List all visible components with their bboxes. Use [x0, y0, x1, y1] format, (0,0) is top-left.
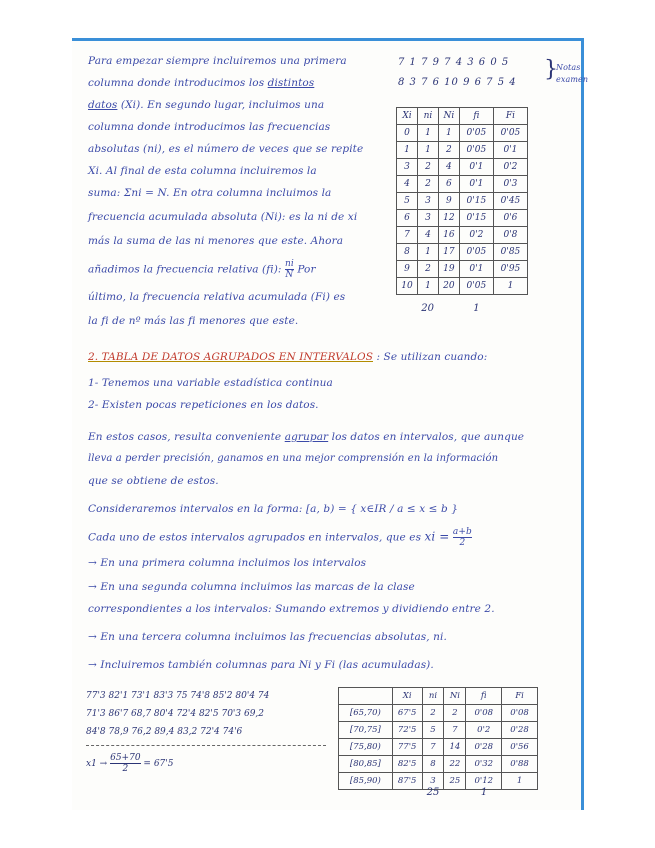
- table-cell: 16: [438, 227, 459, 244]
- raw-data-row: 71'3 86'7 68,7 80'4 72'4 82'5 70'3 69,2: [86, 709, 265, 719]
- table-totals: [396, 303, 528, 314]
- fraction-numerator: ni: [284, 259, 294, 269]
- text-line: [88, 431, 524, 443]
- table-cell: 0'56: [502, 739, 538, 756]
- text-line: más la suma de las ni menores que este. Ahora: [88, 235, 344, 247]
- table-cell: 0'05: [459, 125, 493, 142]
- table-cell: 5: [397, 193, 418, 210]
- raw-data-row: 8 3 7 6 10 9 6 7 5 4: [398, 77, 517, 88]
- column-header: Ni: [444, 688, 466, 705]
- table-cell: 0'1: [459, 261, 493, 278]
- text-line: frecuencia acumulada absoluta (Ni): es la ni de xi: [88, 211, 358, 223]
- table-cell: 0'88: [502, 756, 538, 773]
- table-cell: 0'8: [493, 227, 527, 244]
- underlined-word: distintos: [267, 77, 315, 89]
- text-line: [88, 77, 314, 89]
- table-cell: 4: [438, 159, 459, 176]
- table-cell: 3: [422, 773, 444, 790]
- table-cell: 2: [417, 159, 438, 176]
- interval-frequency-table: [338, 687, 538, 790]
- fraction-numerator: a+b: [452, 527, 472, 537]
- table-cell: 0'08: [502, 705, 538, 722]
- table-cell: [75,80): [339, 739, 393, 756]
- fraction-denominator: N: [285, 270, 294, 280]
- table-totals: [338, 787, 538, 798]
- text-fragment: Por: [297, 263, 316, 276]
- arrow-item: → En una primera columna incluimos los intervalos: [88, 557, 367, 569]
- arrow-item: → En una segunda columna incluimos las marcas de la clase: [88, 581, 415, 593]
- table-row: [397, 159, 528, 176]
- table-cell: 1: [493, 278, 527, 295]
- table-cell: 4: [417, 227, 438, 244]
- text-line: que se obtiene de estos.: [88, 475, 219, 487]
- table-cell: 7: [444, 722, 466, 739]
- table-cell: 7: [397, 227, 418, 244]
- text-line: Consideraremos intervalos en la forma: [a, b) = { x∈IR / a ≤ x ≤ b }: [88, 503, 459, 515]
- total-value: 25: [426, 787, 440, 798]
- table-cell: 0'08: [466, 705, 502, 722]
- arrow-item: correspondientes a los intervalos: Sumando extremos y dividiendo entre 2.: [88, 603, 495, 615]
- raw-data-row: 84'8 78,9 76,2 89,4 83,2 72'4 74'6: [86, 727, 243, 737]
- table-cell: [70,75]: [339, 722, 393, 739]
- text-fragment: columna donde introducimos los: [88, 77, 265, 89]
- text-line: columna donde introducimos las frecuencias: [88, 121, 331, 133]
- table-cell: 72'5: [392, 722, 422, 739]
- table-cell: 6: [438, 176, 459, 193]
- table-cell: 2: [417, 176, 438, 193]
- table-cell: 0'1: [459, 176, 493, 193]
- table-cell: 8: [422, 756, 444, 773]
- table-row: [397, 176, 528, 193]
- formula-label: x1 →: [86, 759, 108, 769]
- table-cell: 3: [397, 159, 418, 176]
- table-cell: 1: [397, 142, 418, 159]
- section-title: [88, 351, 487, 363]
- table-cell: 0'2: [466, 722, 502, 739]
- fraction-denominator: 2: [459, 538, 466, 548]
- table-cell: 2: [438, 142, 459, 159]
- table-cell: 0'3: [493, 176, 527, 193]
- table-cell: 0'6: [493, 210, 527, 227]
- table-cell: 14: [444, 739, 466, 756]
- table-cell: 9: [397, 261, 418, 278]
- table-cell: 0'28: [466, 739, 502, 756]
- table-cell: 9: [438, 193, 459, 210]
- column-header: fi: [459, 108, 493, 125]
- raw-data-row: 77'3 82'1 73'1 83'3 75 74'8 85'2 80'4 74: [86, 691, 270, 701]
- text-line: [88, 99, 324, 111]
- table-cell: 0'2: [459, 227, 493, 244]
- table-cell: 3: [417, 193, 438, 210]
- total-value: [438, 303, 459, 314]
- table-cell: 0'85: [493, 244, 527, 261]
- column-header: Xi: [397, 108, 418, 125]
- table-row: [397, 278, 528, 295]
- table-cell: 0'1: [493, 142, 527, 159]
- text-line: [88, 527, 472, 548]
- table-cell: 1: [438, 125, 459, 142]
- table-row: [397, 125, 528, 142]
- table-cell: 0'1: [459, 159, 493, 176]
- total-value: [502, 787, 538, 798]
- table-cell: 25: [444, 773, 466, 790]
- table-row: [339, 739, 538, 756]
- text-line: [88, 259, 316, 280]
- column-header: Ni: [438, 108, 459, 125]
- table-cell: 0'45: [493, 193, 527, 210]
- table-cell: 19: [438, 261, 459, 278]
- text-fragment: En estos casos, resulta conveniente: [88, 431, 282, 443]
- dashed-divider: [86, 745, 326, 746]
- notebook-page: [72, 38, 589, 810]
- table-row: [397, 261, 528, 278]
- table-cell: 67'5: [392, 705, 422, 722]
- table-cell: 1: [417, 142, 438, 159]
- table-header-row: [339, 688, 538, 705]
- fraction: [453, 527, 472, 548]
- table-cell: 0'05: [459, 278, 493, 295]
- formula-result: = 67'5: [143, 759, 174, 769]
- table-cell: 1: [502, 773, 538, 790]
- column-header: [339, 688, 393, 705]
- table-cell: 0'15: [459, 193, 493, 210]
- table-cell: 1: [417, 278, 438, 295]
- list-item: 2- Existen pocas repeticiones en los datos.: [88, 399, 319, 411]
- total-value: [444, 787, 466, 798]
- column-header: Xi: [392, 688, 422, 705]
- brace-icon: }: [544, 57, 558, 82]
- formula-label: xi =: [424, 529, 450, 544]
- table-cell: 3: [417, 210, 438, 227]
- table-row: [339, 756, 538, 773]
- table-cell: [65,70): [339, 705, 393, 722]
- table-cell: 2: [417, 261, 438, 278]
- side-note: Notas: [556, 63, 581, 72]
- side-note: examen: [556, 75, 589, 84]
- column-header: ni: [417, 108, 438, 125]
- table-cell: 2: [444, 705, 466, 722]
- table-row: [397, 227, 528, 244]
- text-line: último, la frecuencia relativa acumulada (Fi) es: [88, 291, 346, 303]
- table-cell: 0'05: [493, 125, 527, 142]
- table-row: [397, 210, 528, 227]
- table-row: [339, 722, 538, 739]
- underlined-word: agrupar: [284, 431, 329, 443]
- table-cell: 5: [422, 722, 444, 739]
- formula: [86, 753, 173, 774]
- table-cell: 6: [397, 210, 418, 227]
- text-line: absolutas (ni), es el número de veces que se repite: [88, 143, 364, 155]
- table-cell: 0'12: [466, 773, 502, 790]
- table-cell: [85,90): [339, 773, 393, 790]
- column-header: fi: [466, 688, 502, 705]
- table-row: [397, 244, 528, 261]
- fraction: [285, 259, 294, 280]
- fraction: [110, 753, 140, 774]
- total-value: [392, 787, 422, 798]
- text-fragment: añadimos la frecuencia relativa (fi):: [88, 263, 282, 276]
- text-fragment: Cada uno de estos intervalos agrupados en intervalos, que es: [88, 531, 422, 544]
- text-fragment: los datos en intervalos, que aunque: [331, 431, 525, 443]
- table-header-row: [397, 108, 528, 125]
- table-cell: 87'5: [392, 773, 422, 790]
- column-header: Fi: [502, 688, 538, 705]
- total-value: [338, 787, 392, 798]
- column-header: Fi: [493, 108, 527, 125]
- text-line: lleva a perder precisión, ganamos en una mejor comprensión en la información: [88, 453, 499, 464]
- table-cell: 0: [397, 125, 418, 142]
- raw-data-row: 7 1 7 9 7 4 3 6 0 5: [398, 57, 510, 68]
- section-heading: 2. TABLA DE DATOS AGRUPADOS EN INTERVALOS: [88, 351, 373, 363]
- total-value: 1: [473, 303, 480, 314]
- column-header: ni: [422, 688, 444, 705]
- fraction-numerator: 65+70: [110, 753, 141, 763]
- text-line: Xi. Al final de esta columna incluiremos la: [88, 165, 317, 177]
- table-cell: 0'15: [459, 210, 493, 227]
- table-cell: 1: [417, 125, 438, 142]
- arrow-item: → En una tercera columna incluimos las frecuencias absolutas, ni.: [88, 631, 447, 643]
- table-row: [397, 142, 528, 159]
- total-value: [396, 303, 417, 314]
- text-line: suma: Σni = N. En otra columna incluimos la: [88, 187, 332, 199]
- table-cell: 20: [438, 278, 459, 295]
- total-value: 1: [480, 787, 488, 798]
- table-row: [397, 193, 528, 210]
- text-line: Para empezar siempre incluiremos una primera: [88, 55, 347, 67]
- fraction-denominator: 2: [122, 764, 129, 774]
- table-cell: 22: [444, 756, 466, 773]
- table-cell: 0'28: [502, 722, 538, 739]
- list-item: 1- Tenemos una variable estadística continua: [88, 377, 333, 389]
- table-cell: 4: [397, 176, 418, 193]
- frequency-table: [396, 107, 528, 295]
- total-value: 20: [421, 303, 435, 314]
- table-cell: 0'95: [493, 261, 527, 278]
- table-cell: 0'2: [493, 159, 527, 176]
- text-line: la fi de nº más las fi menores que este.: [88, 315, 299, 327]
- text-fragment: : Se utilizan cuando:: [376, 351, 488, 363]
- table-cell: 0'05: [459, 244, 493, 261]
- table-cell: 82'5: [392, 756, 422, 773]
- text-fragment: (Xi). En segundo lugar, incluimos una: [120, 99, 325, 111]
- arrow-item: → Incluiremos también columnas para Ni y Fi (las acumuladas).: [88, 659, 434, 671]
- table-cell: [80,85]: [339, 756, 393, 773]
- underlined-word: datos: [88, 99, 118, 111]
- table-cell: 8: [397, 244, 418, 261]
- table-cell: 2: [422, 705, 444, 722]
- table-cell: 0'05: [459, 142, 493, 159]
- table-cell: 12: [438, 210, 459, 227]
- table-cell: 1: [417, 244, 438, 261]
- table-cell: 10: [397, 278, 418, 295]
- total-value: [494, 303, 528, 314]
- table-cell: 0'32: [466, 756, 502, 773]
- table-cell: 17: [438, 244, 459, 261]
- table-row: [339, 705, 538, 722]
- table-cell: 7: [422, 739, 444, 756]
- table-cell: 77'5: [392, 739, 422, 756]
